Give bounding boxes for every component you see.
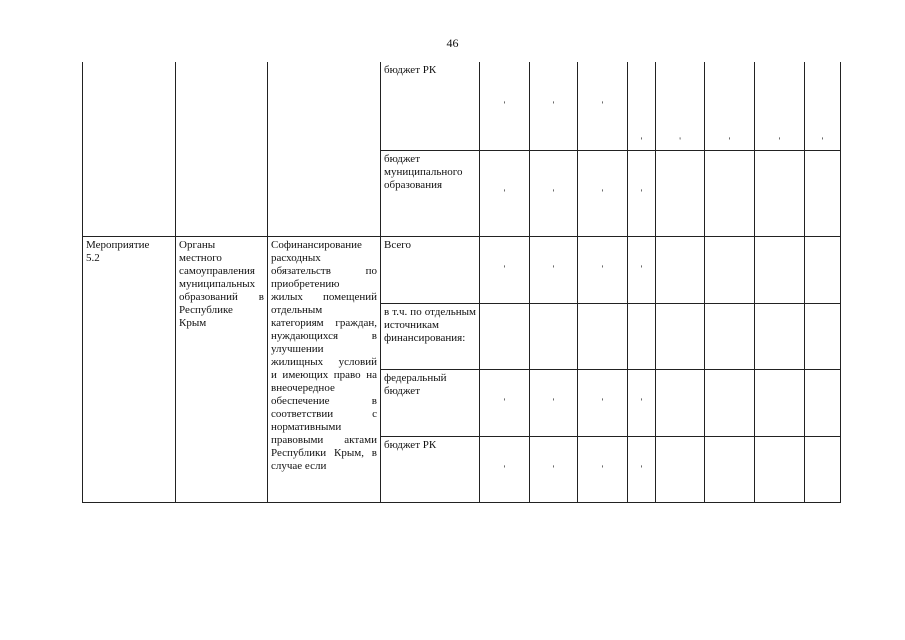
budget-table: [82, 62, 841, 503]
executor-line: Республике: [179, 303, 233, 316]
value-cell: [530, 436, 578, 502]
value-mark: ': [552, 463, 555, 474]
value-cell: [755, 62, 805, 150]
value-mark: ': [601, 100, 604, 111]
value-cell: [755, 236, 805, 303]
value-mark: ': [601, 397, 604, 407]
value-cell: [755, 303, 805, 369]
value-mark: ': [640, 187, 643, 198]
funding-source: бюджет РК: [381, 436, 480, 502]
measure-description-line: улучшении: [271, 342, 324, 355]
value-cell: [628, 369, 656, 436]
empty-cell: [83, 150, 176, 236]
value-cell: [628, 436, 656, 502]
value-mark: ': [601, 264, 604, 274]
value-cell: [578, 236, 628, 303]
measure-description-line: внеочередное: [271, 381, 335, 394]
table-row: [83, 150, 841, 236]
value-cell: [705, 62, 755, 150]
measure-description-line: нуждающихся в: [271, 329, 377, 342]
value-cell: [530, 150, 578, 236]
measure-description-line: расходных: [271, 251, 321, 264]
value-mark: ': [601, 463, 604, 474]
value-cell: [530, 303, 578, 369]
measure-description-line: жилых помещений: [271, 290, 377, 303]
value-cell: [805, 236, 841, 303]
empty-cell: [176, 62, 268, 150]
value-mark: ': [552, 187, 555, 198]
value-cell: [656, 236, 705, 303]
value-cell: [578, 150, 628, 236]
executor-line: Органы: [179, 238, 216, 251]
value-cell: [755, 436, 805, 502]
funding-source: федеральный бюджет: [381, 369, 480, 436]
measure-description-line: приобретению: [271, 277, 340, 290]
value-mark: ': [552, 100, 555, 111]
empty-cell: [268, 150, 381, 236]
value-cell: [480, 303, 530, 369]
funding-source: бюджет муниципального образования: [381, 150, 480, 236]
value-cell: [705, 436, 755, 502]
measure-description-line: случае если: [271, 459, 327, 472]
value-mark: ': [601, 187, 604, 198]
value-cell: [578, 62, 628, 150]
measure-number-line: 5.2: [86, 251, 100, 264]
value-cell: [628, 236, 656, 303]
executor: [176, 236, 268, 502]
measure-description-line: и имеющих право на: [271, 368, 377, 381]
value-cell: [578, 303, 628, 369]
value-cell: [755, 150, 805, 236]
value-cell: [705, 236, 755, 303]
value-cell: [480, 150, 530, 236]
executor-line: местного: [179, 251, 222, 264]
table-row: [83, 62, 841, 150]
measure-number: [83, 236, 176, 502]
funding-source: бюджет РК: [381, 62, 480, 150]
measure-description-line: отдельным: [271, 303, 323, 316]
value-mark: ': [640, 264, 643, 274]
measure-description-line: Республики Крым, в: [271, 446, 377, 459]
measure-description-line: обеспечение в: [271, 394, 377, 407]
value-cell: [578, 369, 628, 436]
value-cell: [530, 236, 578, 303]
executor-line: муниципальных: [179, 277, 256, 290]
measure-description-line: категориям граждан,: [271, 316, 377, 329]
value-mark: ': [679, 135, 681, 146]
value-mark: ': [640, 397, 643, 407]
measure-description: [268, 236, 381, 502]
executor-line: образований в: [179, 290, 264, 303]
value-cell: [656, 369, 705, 436]
page-number: 46: [446, 36, 459, 50]
value-cell: [805, 303, 841, 369]
value-cell: [578, 436, 628, 502]
measure-description-line: обязательств по: [271, 264, 377, 277]
funding-source: Всего: [381, 236, 480, 303]
value-mark: ': [640, 135, 643, 146]
value-mark: ': [821, 135, 824, 146]
measure-description-line: соответствии с: [271, 407, 377, 420]
value-cell: [705, 303, 755, 369]
value-cell: [805, 436, 841, 502]
value-cell: [705, 150, 755, 236]
executor-line: самоуправления: [179, 264, 255, 277]
value-cell: [628, 150, 656, 236]
value-cell: [628, 303, 656, 369]
value-cell: [805, 369, 841, 436]
empty-cell: [176, 150, 268, 236]
value-cell: [656, 62, 705, 150]
value-cell: [656, 150, 705, 236]
measure-description-line: Софинансирование: [271, 238, 362, 251]
value-mark: ': [778, 135, 781, 146]
value-mark: ': [503, 397, 506, 407]
value-cell: [805, 62, 841, 150]
value-cell: [480, 436, 530, 502]
value-cell: [530, 369, 578, 436]
executor-line: Крым: [179, 316, 207, 329]
value-mark: ': [552, 397, 555, 407]
value-mark: ': [552, 264, 555, 274]
value-mark: ': [640, 463, 643, 474]
measure-description-line: жилищных условий: [271, 355, 377, 368]
measure-number-line: Мероприятие: [86, 238, 150, 251]
value-cell: [628, 62, 656, 150]
value-mark: ': [503, 264, 506, 274]
value-mark: ': [503, 187, 506, 198]
value-cell: [530, 62, 578, 150]
value-mark: ': [503, 100, 506, 111]
table-row: [83, 236, 841, 303]
empty-cell: [83, 62, 176, 150]
value-cell: [656, 436, 705, 502]
value-mark: ': [503, 463, 506, 474]
value-cell: [480, 369, 530, 436]
value-cell: [656, 303, 705, 369]
funding-source: в т.ч. по отдельным источникам финансирования:: [381, 303, 480, 369]
value-cell: [805, 150, 841, 236]
value-cell: [755, 369, 805, 436]
value-cell: [480, 62, 530, 150]
value-cell: [480, 236, 530, 303]
measure-description-line: правовыми актами: [271, 433, 377, 446]
measure-description-line: нормативными: [271, 420, 342, 433]
value-cell: [705, 369, 755, 436]
empty-cell: [268, 62, 381, 150]
value-mark: ': [728, 135, 731, 146]
